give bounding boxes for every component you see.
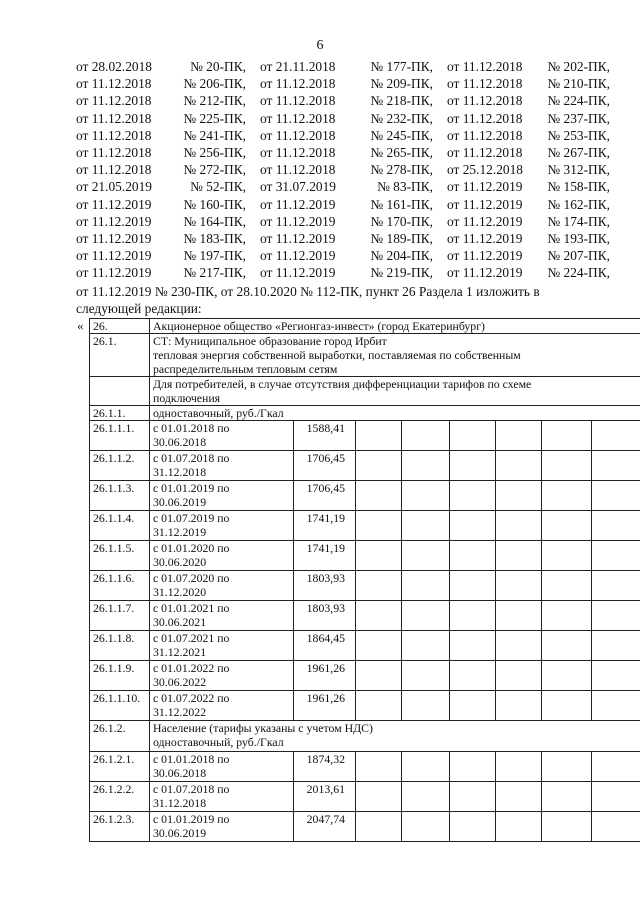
empty-cell	[402, 812, 450, 842]
resolution-date: от 11.12.2019	[447, 196, 523, 212]
tariff-value: 1741,19	[294, 511, 356, 541]
reference-line	[76, 92, 610, 109]
resolution-date: от 11.12.2019	[76, 248, 152, 264]
period-start: с 01.01.2018 по	[153, 752, 230, 766]
table-row	[90, 812, 640, 842]
empty-cell	[496, 511, 542, 541]
empty-cell	[592, 661, 640, 691]
empty-cell	[402, 421, 450, 451]
row-number: 26.1.1.	[90, 406, 150, 421]
resolution-number: № 183-ПК,	[183, 231, 246, 246]
period-end: 30.06.2018	[153, 766, 207, 780]
empty-cell	[542, 571, 592, 601]
empty-cell	[450, 601, 496, 631]
table-row	[90, 319, 640, 334]
resolution-date: от 11.12.2018	[76, 127, 152, 143]
tariff-value: 1803,93	[294, 571, 356, 601]
period-end: 30.06.2020	[153, 555, 207, 569]
row-number: 26.1.2.2.	[90, 782, 150, 812]
empty-cell	[592, 511, 640, 541]
period	[150, 631, 294, 661]
empty-cell	[542, 782, 592, 812]
empty-cell	[496, 752, 542, 782]
empty-cell	[450, 541, 496, 571]
row-number: 26.1.1.10.	[90, 691, 150, 721]
resolution-number: № 197-ПК,	[183, 248, 246, 264]
resolution-date: от 11.12.2019	[447, 265, 523, 281]
period-start: с 01.07.2018 по	[153, 782, 230, 796]
empty-cell	[592, 691, 640, 721]
resolution-date: от 11.12.2019	[260, 196, 336, 212]
empty-cell	[402, 451, 450, 481]
resolution-date: от 11.12.2019	[76, 231, 152, 246]
table-row	[90, 334, 640, 377]
resolution-date: от 11.12.2018	[260, 93, 336, 109]
empty-cell	[592, 631, 640, 661]
resolution-date: от 11.12.2019	[260, 213, 336, 229]
group-sublabel: одноставочный, руб./Гкал	[153, 735, 284, 749]
section-description	[150, 334, 640, 377]
empty-cell	[356, 601, 402, 631]
resolution-number: № 245-ПК,	[370, 127, 433, 143]
resolution-number: № 212-ПК,	[183, 93, 246, 109]
empty-cell	[402, 691, 450, 721]
resolution-date: от 21.11.2018	[260, 59, 336, 74]
empty-cell	[450, 661, 496, 691]
resolution-number: № 193-ПК,	[547, 231, 610, 246]
period	[150, 451, 294, 481]
consumers-line: Для потребителей, в случае отсутствия дифференциации тарифов по схеме	[153, 377, 532, 391]
resolution-date: от 11.12.2019	[447, 231, 523, 246]
resolution-number: № 158-ПК,	[547, 179, 610, 195]
resolution-number: № 237-ПК,	[547, 110, 610, 126]
resolution-date: от 11.12.2018	[76, 145, 152, 160]
opening-quote: «	[77, 318, 84, 333]
resolution-number: № 218-ПК,	[370, 93, 433, 109]
consumers-line: подключения	[153, 391, 221, 405]
empty-cell	[450, 451, 496, 481]
resolution-number: № 312-ПК,	[547, 162, 610, 178]
period	[150, 782, 294, 812]
empty-cell	[356, 752, 402, 782]
period-end: 31.12.2018	[153, 796, 207, 810]
row-number: 26.1.1.3.	[90, 481, 150, 511]
table-row	[90, 451, 640, 481]
table-row	[90, 481, 640, 511]
period-end: 31.12.2022	[153, 705, 207, 719]
resolution-date: от 31.07.2019	[260, 179, 336, 195]
table-row	[90, 721, 640, 752]
empty-cell	[450, 782, 496, 812]
empty-cell	[542, 631, 592, 661]
empty-cell	[356, 541, 402, 571]
table-row	[90, 752, 640, 782]
empty-cell	[450, 511, 496, 541]
period-end: 30.06.2022	[153, 675, 207, 689]
empty-cell	[542, 691, 592, 721]
resolution-number: № 207-ПК,	[547, 248, 610, 264]
group-label	[150, 721, 640, 752]
period-end: 31.12.2021	[153, 645, 207, 659]
reference-line	[76, 230, 610, 247]
paragraph-tail: следующей редакции:	[76, 301, 202, 316]
empty-cell	[356, 782, 402, 812]
period	[150, 601, 294, 631]
tariff-value: 2013,61	[294, 782, 356, 812]
resolution-number: № 209-ПК,	[370, 76, 433, 92]
table-row	[90, 631, 640, 661]
table-row	[90, 406, 640, 421]
empty-cell	[356, 421, 402, 451]
row-number: 26.1.1.7.	[90, 601, 150, 631]
page-number: 6	[316, 38, 324, 53]
empty-cell	[542, 661, 592, 691]
resolution-number: № 160-ПК,	[183, 196, 246, 212]
resolution-date: от 11.12.2018	[76, 162, 152, 178]
resolution-date: от 11.12.2019	[260, 265, 336, 281]
empty-cell	[356, 631, 402, 661]
empty-cell	[402, 661, 450, 691]
resolution-date: от 21.05.2019	[76, 179, 152, 195]
reference-line	[76, 264, 610, 281]
tariff-value: 1864,45	[294, 631, 356, 661]
tariff-value: 1961,26	[294, 691, 356, 721]
resolution-date: от 11.12.2018	[260, 127, 336, 143]
resolution-date: от 11.12.2018	[76, 110, 152, 126]
period-start: с 01.07.2021 по	[153, 631, 230, 645]
reference-line	[76, 127, 610, 144]
empty-cell	[402, 511, 450, 541]
resolution-date: от 25.12.2018	[447, 162, 523, 178]
reference-line	[76, 144, 610, 161]
resolution-number: № 225-ПК,	[183, 110, 246, 126]
resolution-date: от 11.12.2019	[447, 179, 523, 195]
reference-line	[76, 75, 610, 92]
resolution-number: № 253-ПК,	[547, 127, 610, 143]
resolution-number: № 170-ПК,	[370, 213, 433, 229]
period-start: с 01.07.2020 по	[153, 571, 230, 585]
period-start: с 01.01.2018 по	[153, 421, 230, 435]
empty-cell	[450, 691, 496, 721]
table-row	[90, 691, 640, 721]
period	[150, 511, 294, 541]
empty-cell	[592, 812, 640, 842]
reference-line	[76, 58, 610, 75]
table-row	[90, 601, 640, 631]
resolution-date: от 28.02.2018	[76, 59, 152, 74]
resolution-date: от 11.12.2018	[447, 59, 523, 74]
resolution-date: от 11.12.2019	[447, 213, 523, 229]
row-number: 26.1.1.8.	[90, 631, 150, 661]
empty-cell	[402, 601, 450, 631]
row-number: 26.1.1.1.	[90, 421, 150, 451]
resolution-number: № 174-ПК,	[547, 213, 610, 229]
section-line: СТ: Муниципальное образование город Ирбит	[153, 334, 387, 348]
empty-cell	[496, 421, 542, 451]
row-number: 26.1.2.3.	[90, 812, 150, 842]
empty-cell	[402, 631, 450, 661]
period-start: с 01.01.2019 по	[153, 481, 230, 495]
empty-cell	[496, 601, 542, 631]
table-row	[90, 377, 640, 406]
reference-line	[76, 196, 610, 213]
empty-cell	[496, 631, 542, 661]
period-start: с 01.07.2022 по	[153, 691, 230, 705]
resolution-date: от 11.12.2019	[76, 265, 152, 281]
row-number: 26.	[90, 319, 150, 334]
tariff-value: 1803,93	[294, 601, 356, 631]
empty-cell	[496, 571, 542, 601]
empty-cell	[356, 661, 402, 691]
resolution-number: № 219-ПК,	[370, 265, 433, 281]
table-row	[90, 541, 640, 571]
resolution-date: от 11.12.2019	[260, 248, 336, 264]
tariff-table	[89, 318, 640, 842]
period	[150, 752, 294, 782]
empty-cell	[450, 812, 496, 842]
table-row	[90, 511, 640, 541]
reference-line	[76, 213, 610, 230]
empty-cell	[356, 451, 402, 481]
empty-cell	[450, 571, 496, 601]
period-start: с 01.01.2020 по	[153, 541, 230, 555]
period-start: с 01.01.2022 по	[153, 661, 230, 675]
section-line: распределительным тепловым сетям	[153, 362, 338, 376]
table-row	[90, 661, 640, 691]
table-row	[90, 421, 640, 451]
resolution-number: № 217-ПК,	[183, 265, 246, 281]
resolution-number: № 278-ПК,	[370, 162, 433, 178]
resolution-number: № 189-ПК,	[370, 231, 433, 246]
empty-cell	[496, 541, 542, 571]
reference-line	[76, 110, 610, 127]
resolution-number: № 164-ПК,	[183, 213, 246, 229]
group-label: одноставочный, руб./Гкал	[150, 406, 640, 421]
reference-line	[76, 247, 610, 264]
empty-cell	[356, 571, 402, 601]
empty-cell	[542, 451, 592, 481]
empty-cell	[450, 752, 496, 782]
resolution-date: от 11.12.2018	[76, 76, 152, 92]
period	[150, 571, 294, 601]
row-number: 26.1.1.9.	[90, 661, 150, 691]
resolution-date: от 11.12.2018	[260, 162, 336, 178]
resolution-number: № 83-ПК,	[377, 179, 433, 195]
period-end: 30.06.2019	[153, 826, 207, 840]
empty-cell	[450, 421, 496, 451]
row-number: 26.1.1.4.	[90, 511, 150, 541]
resolution-date: от 11.12.2018	[447, 110, 523, 126]
section-line: тепловая энергия собственной выработки, поставляемая по собственным	[153, 348, 521, 362]
period-end: 30.06.2018	[153, 435, 207, 449]
resolution-date: от 11.12.2019	[76, 213, 152, 229]
tariff-value: 2047,74	[294, 812, 356, 842]
empty-cell	[402, 752, 450, 782]
resolution-number: № 224-ПК,	[547, 93, 610, 109]
empty-cell	[402, 782, 450, 812]
row-number: 26.1.2.	[90, 721, 150, 752]
period	[150, 481, 294, 511]
empty-cell	[542, 481, 592, 511]
period-start: с 01.01.2019 по	[153, 812, 230, 826]
reference-line	[76, 161, 610, 178]
empty-cell	[542, 541, 592, 571]
period-end: 31.12.2018	[153, 465, 207, 479]
resolution-number: № 161-ПК,	[370, 196, 433, 212]
empty-cell	[542, 511, 592, 541]
period-end: 30.06.2021	[153, 615, 207, 629]
table-row	[90, 782, 640, 812]
empty-cell	[592, 541, 640, 571]
tariff-value: 1706,45	[294, 451, 356, 481]
resolution-number: № 256-ПК,	[183, 145, 246, 160]
empty-cell	[592, 481, 640, 511]
empty-cell	[592, 421, 640, 451]
period-start: с 01.01.2021 по	[153, 601, 230, 615]
empty-cell	[542, 812, 592, 842]
tariff-value: 1874,32	[294, 752, 356, 782]
empty-cell	[496, 451, 542, 481]
period-end: 31.12.2020	[153, 585, 207, 599]
empty-cell	[356, 511, 402, 541]
resolution-date: от 11.12.2019	[260, 231, 336, 246]
row-number: 26.1.	[90, 334, 150, 377]
paragraph-end: от 11.12.2019 № 230-ПК, от 28.10.2020 № 112-ПК, пункт 26 Раздела 1 изложить в	[76, 284, 540, 299]
tariff-value: 1588,41	[294, 421, 356, 451]
empty-cell	[496, 481, 542, 511]
period-start: с 01.07.2019 по	[153, 511, 230, 525]
period-start: с 01.07.2018 по	[153, 451, 230, 465]
tariff-value: 1706,45	[294, 481, 356, 511]
resolution-date: от 11.12.2018	[260, 110, 336, 126]
resolution-date: от 11.12.2018	[447, 127, 523, 143]
resolution-date: от 11.12.2018	[260, 145, 336, 160]
empty-cell	[402, 541, 450, 571]
empty-cell	[496, 691, 542, 721]
resolution-number: № 20-ПК,	[190, 59, 246, 74]
resolution-number: № 224-ПК,	[547, 265, 610, 281]
empty-cell	[592, 752, 640, 782]
empty-cell	[402, 571, 450, 601]
empty-cell	[592, 571, 640, 601]
table-row	[90, 571, 640, 601]
resolution-number: № 265-ПК,	[370, 145, 433, 160]
resolution-date: от 11.12.2018	[447, 145, 523, 160]
resolution-date: от 11.12.2019	[447, 248, 523, 264]
period	[150, 421, 294, 451]
consumers-description	[150, 377, 640, 406]
resolution-date: от 11.12.2018	[447, 76, 523, 92]
resolution-number: № 177-ПК,	[370, 59, 433, 74]
resolution-number: № 206-ПК,	[183, 76, 246, 92]
resolution-date: от 11.12.2018	[447, 93, 523, 109]
org-name: Акционерное общество «Регионгаз-инвест» (город Екатеринбург)	[150, 319, 640, 334]
empty-cell	[542, 421, 592, 451]
period	[150, 812, 294, 842]
empty-cell	[496, 661, 542, 691]
resolution-number: № 204-ПК,	[370, 248, 433, 264]
empty-cell	[496, 812, 542, 842]
row-number: 26.1.2.1.	[90, 752, 150, 782]
resolution-date: от 11.12.2019	[76, 196, 152, 212]
resolution-number: № 52-ПК,	[190, 179, 246, 195]
resolution-number: № 232-ПК,	[370, 110, 433, 126]
resolution-number: № 241-ПК,	[183, 127, 246, 143]
tariff-value: 1961,26	[294, 661, 356, 691]
empty-cell	[592, 601, 640, 631]
empty-cell	[542, 752, 592, 782]
resolution-number: № 162-ПК,	[547, 196, 610, 212]
row-number: 26.1.1.6.	[90, 571, 150, 601]
row-number: 26.1.1.2.	[90, 451, 150, 481]
empty-cell	[496, 782, 542, 812]
empty-cell	[450, 631, 496, 661]
period	[150, 691, 294, 721]
empty-cell	[450, 481, 496, 511]
resolution-number: № 272-ПК,	[183, 162, 246, 178]
empty-cell	[592, 782, 640, 812]
resolution-date: от 11.12.2018	[260, 76, 336, 92]
empty-cell	[356, 812, 402, 842]
empty-cell	[402, 481, 450, 511]
resolution-date: от 11.12.2018	[76, 93, 152, 109]
resolution-number: № 202-ПК,	[547, 59, 610, 74]
period-end: 30.06.2019	[153, 495, 207, 509]
resolution-number: № 210-ПК,	[547, 76, 610, 92]
empty-cell	[356, 481, 402, 511]
period-end: 31.12.2019	[153, 525, 207, 539]
period	[150, 541, 294, 571]
group-title: Население (тарифы указаны с учетом НДС)	[153, 721, 373, 735]
reference-line	[76, 178, 610, 195]
empty-cell	[542, 601, 592, 631]
tariff-value: 1741,19	[294, 541, 356, 571]
period	[150, 661, 294, 691]
resolution-number: № 267-ПК,	[547, 145, 610, 160]
row-number: 26.1.1.5.	[90, 541, 150, 571]
empty-cell	[592, 451, 640, 481]
empty-cell	[356, 691, 402, 721]
